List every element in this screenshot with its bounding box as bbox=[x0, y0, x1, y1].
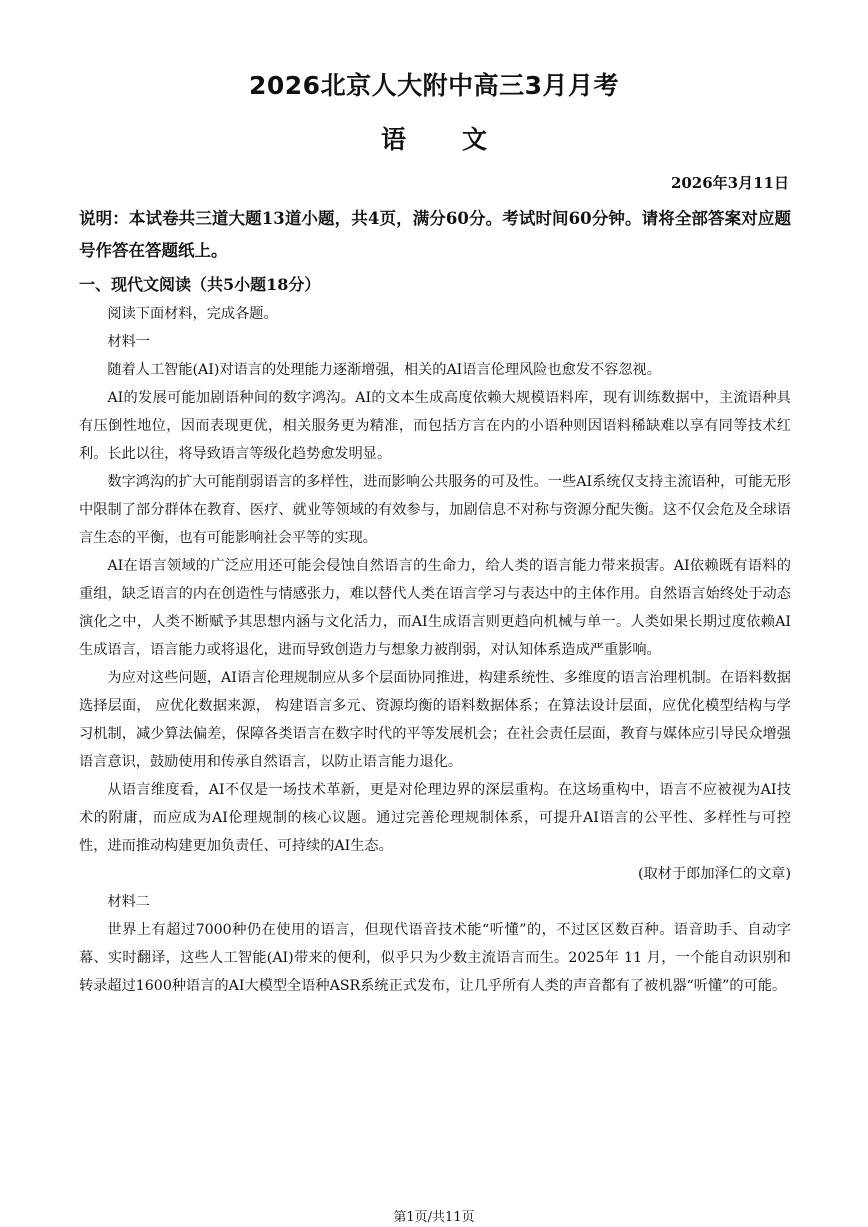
page-number: 第1页/共11页 bbox=[393, 1210, 475, 1225]
source-citation: (取材于郎加泽仁的文章) bbox=[638, 866, 791, 882]
exam-date: 2026年3月11日 bbox=[670, 174, 789, 192]
paragraph: 数字鸿沟的扩大可能削弱语言的多样性，进而影响公共服务的可及性。一些AI系统仅支持主流语种，可能无形中限制了部分群体在教育、医疗、就业等领域的有效参与，加剧信息不对称与资源分配失衡。这不仅会危及全球语言生态的平衡，也有可能影响社会平等的实现。 bbox=[79, 474, 791, 546]
exam-title: 2026北京人大附中高三3月月考 bbox=[249, 71, 619, 100]
paragraph: 从语言维度看，AI不仅是一场技术革新，更是对伦理边界的深层重构。在这场重构中，语言不应被视为AI技术的附庸，而应成为AI伦理规制的核心议题。通过完善伦理规制体系，可提升AI语言的公平性、多样性与可控性，进而推动构建更加负责任、可持续的AI生态。 bbox=[79, 782, 791, 854]
reading-material bbox=[79, 300, 791, 1000]
exam-instructions: 说明：本试卷共三道大题13道小题，共4页，满分60分。考试时间60分钟。请将全部答案对应题号作答在答题纸上。 bbox=[79, 209, 791, 260]
paragraph: 为应对这些问题，AI语言伦理规制应从多个层面协同推进，构建系统性、多维度的语言治理机制。在语料数据选择层面， 应优化数据来源， 构建语言多元、资源均衡的语料数据体系；在算法设计层面，应优化模型结构与学习机制，减少算法偏差，保障各类语言在数字时代的平等发展机会；在社会责任层面，教育与媒体应引导民众增强语言意识，鼓励使用和传承自然语言，以防止语言能力退化。 bbox=[79, 670, 791, 770]
material-label-1: 材料一 bbox=[107, 334, 150, 350]
instruction-paragraph: 阅读下面材料，完成各题。 bbox=[107, 306, 278, 322]
paragraph: AI在语言领域的广泛应用还可能会侵蚀自然语言的生命力，给人类的语言能力带来损害。AI依赖既有语料的重组，缺乏语言的内在创造性与情感张力，难以替代人类在语言学习与表达中的主体作用。自然语言始终处于动态演化之中，人类不断赋予其思想内涵与文化活力，而AI生成语言则更趋向机械与单一。人类如果长期过度依赖AI生成语言，语言能力或将退化，进而导致创造力与想象力被削弱，对认知体系造成严重影响。 bbox=[79, 558, 791, 658]
paragraph: AI的发展可能加剧语种间的数字鸿沟。AI的文本生成高度依赖大规模语料库，现有训练数据中，主流语种具有压倒性地位，因而表现更优，相关服务更为精准，而包括方言在内的小语种则因语料稀缺难以享有同等技术红利。长此以往，将导致语言等级化趋势愈发明显。 bbox=[79, 390, 791, 462]
subject-heading bbox=[0, 120, 868, 156]
material-label-2: 材料二 bbox=[107, 894, 150, 910]
subject-char-1: 语 bbox=[380, 125, 406, 154]
paragraph: 世界上有超过7000种仍在使用的语言，但现代语音技术能“听懂”的，不过区区数百种。语音助手、自动字幕、实时翻译，这些人工智能(AI)带来的便利，似乎只为少数主流语言而生。2025年 11 月，一个能自动识别和转录超过1600种语言的AI大模型全语种ASR系统正式发布，让几乎所有人类的声音都有了被机器“听懂”的可能。 bbox=[79, 922, 791, 994]
paragraph: 随着人工智能(AI)对语言的处理能力逐渐增强，相关的AI语言伦理风险也愈发不容忽视。 bbox=[107, 362, 661, 378]
subject-char-2: 文 bbox=[462, 125, 488, 154]
section-heading: 一、现代文阅读（共5小题18分） bbox=[79, 275, 321, 294]
